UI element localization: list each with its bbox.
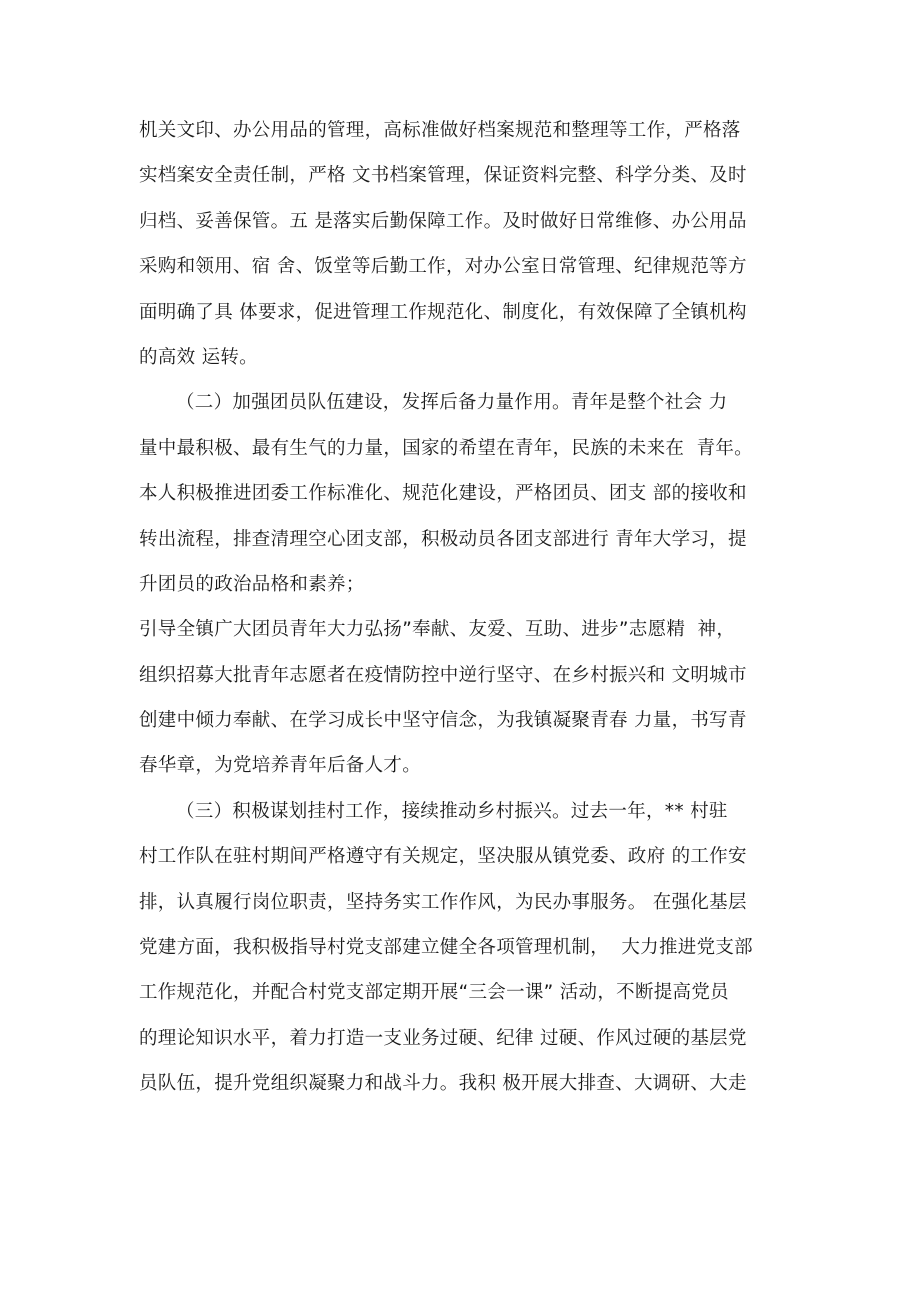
- paragraph-3-line-2: 组织招募大批青年志愿者在疫情防控中逆行坚守、在乡村振兴和 文明城市: [139, 664, 747, 686]
- paragraph-1-line-3: 归档、妥善保管。五 是落实后勤保障工作。及时做好日常维修、办公用品: [139, 210, 747, 232]
- paragraph-4-line-1: （三）积极谋划挂村工作，接续推动乡村振兴。过去一年，** 村驻: [176, 800, 728, 822]
- paragraph-1-line-6: 的高效 运转。: [139, 346, 258, 368]
- paragraph-1-line-5: 面明确了具 体要求，促进管理工作规范化、制度化，有效保障了全镇机构: [139, 301, 747, 323]
- paragraph-2-line-3: 本人积极推进团委工作标准化、规范化建设，严格团员、团支 部的接收和: [139, 483, 747, 505]
- paragraph-3-line-1: 引导全镇广大团员青年大力弘扬”奉献、友爱、互助、进步”志愿精 神，: [139, 619, 736, 641]
- paragraph-2-line-5: 升团员的政治品格和素养；: [139, 573, 365, 595]
- paragraph-4-line-5: 工作规范化，并配合村党支部定期开展“三会一课” 活动，不断提高党员: [139, 982, 729, 1004]
- paragraph-1-line-2: 实档案安全责任制，严格 文书档案管理，保证资料完整、科学分类、及时: [139, 165, 747, 187]
- paragraph-3-line-4: 春华章，为党培养青年后备人才。: [139, 755, 422, 777]
- paragraph-1-line-4: 采购和领用、宿 舍、饭堂等后勤工作，对办公室日常管理、纪律规范等方: [139, 256, 747, 278]
- paragraph-2-line-1: （二）加强团员队伍建设，发挥后备力量作用。青年是整个社会 力: [176, 392, 728, 414]
- paragraph-4-line-7: 员队伍，提升党组织凝聚力和战斗力。我积 极开展大排查、大调研、大走: [139, 1073, 747, 1095]
- paragraph-4-line-3: 排，认真履行岗位职责，坚持务实工作作风，为民办事服务。 在强化基层: [139, 891, 747, 913]
- paragraph-3-line-3: 创建中倾力奉献、在学习成长中坚守信念，为我镇凝聚青春 力量，书写青: [139, 710, 747, 732]
- paragraph-2-line-2: 量中最积极、最有生气的力量，国家的希望在青年，民族的未来在 青年。: [139, 437, 753, 459]
- paragraph-4-line-2: 村工作队在驻村期间严格遵守有关规定，坚决服从镇党委、政府 的工作安: [139, 846, 747, 868]
- document-body: [139, 108, 789, 1107]
- paragraph-4-line-6: 的理论知识水平，着力打造一支业务过硬、纪律 过硬、作风过硬的基层党: [139, 1027, 747, 1049]
- paragraph-4-line-4: 党建方面，我积极指导村党支部建立健全各项管理机制， 大力推进党支部: [139, 937, 753, 959]
- paragraph-1-line-1: 机关文印、办公用品的管理，高标准做好档案规范和整理等工作，严格落: [139, 120, 741, 141]
- paragraph-2-line-4: 转出流程，排查清理空心团支部，积极动员各团支部进行 青年大学习，提: [139, 528, 747, 550]
